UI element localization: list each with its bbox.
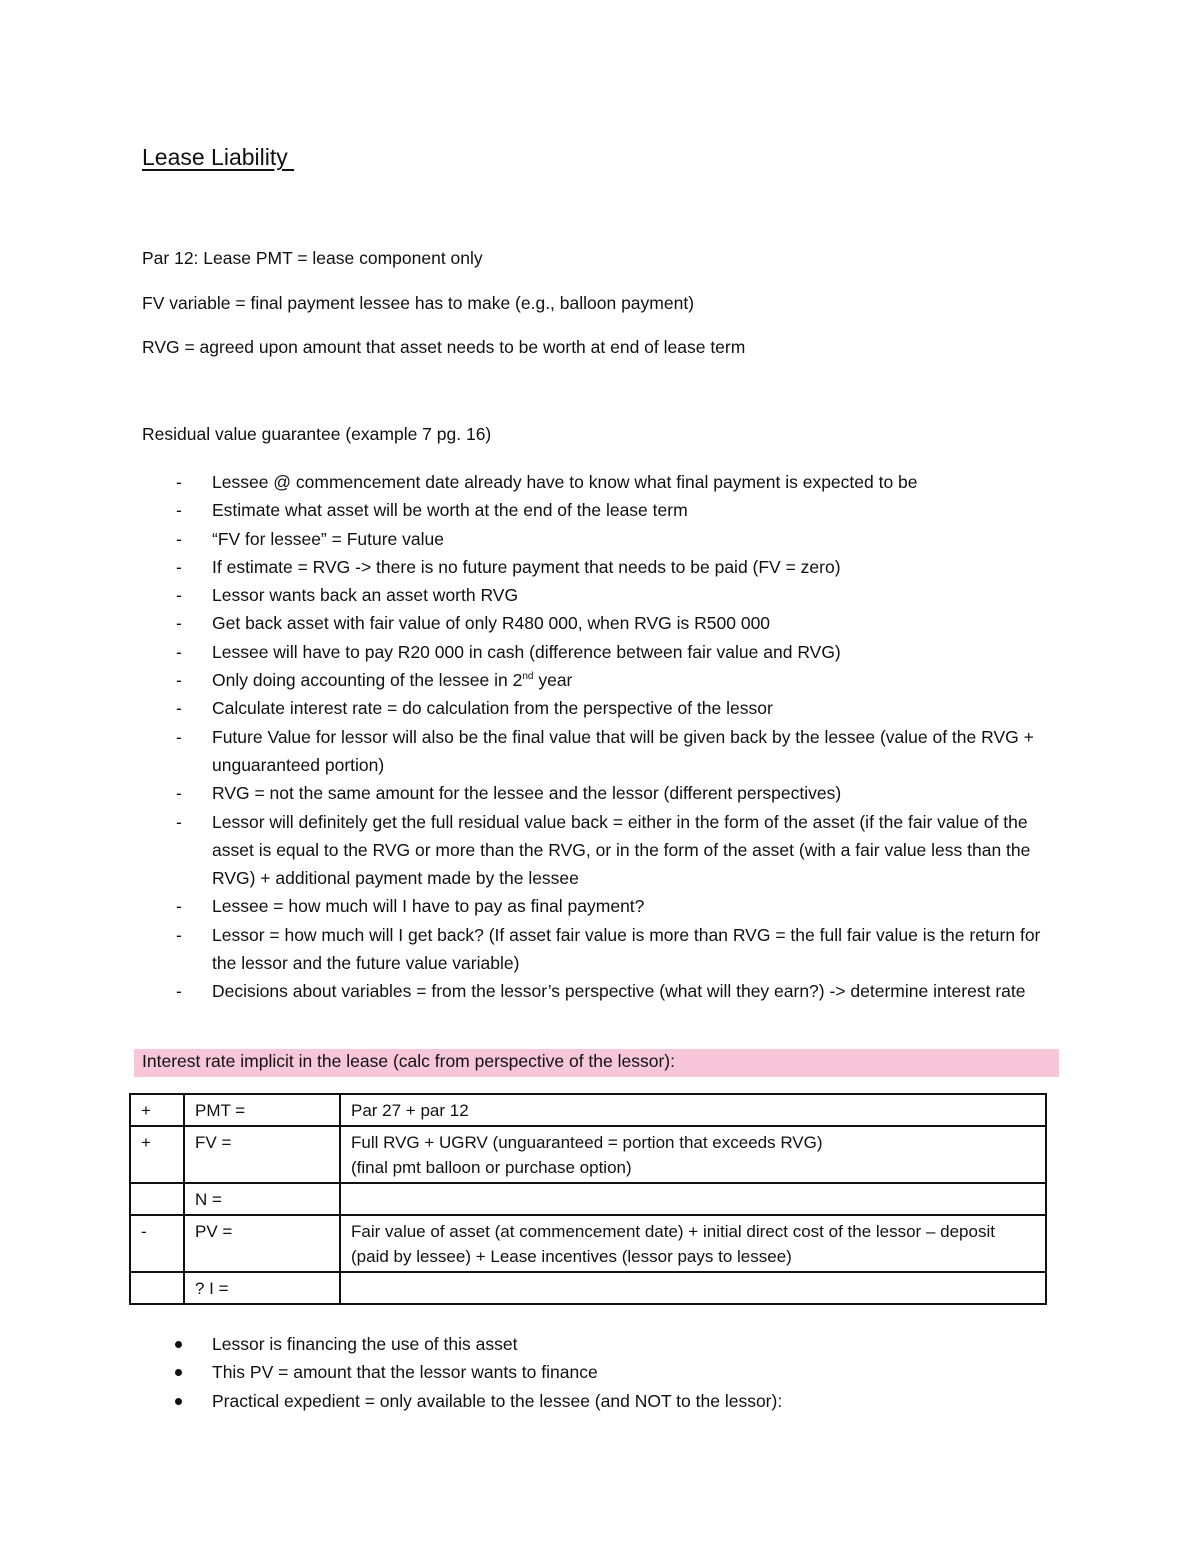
- dash-marker: -: [176, 585, 182, 606]
- description-cell: [340, 1126, 1046, 1183]
- dash-list: [0, 468, 1062, 1006]
- list-item-text: Practical expedient = only available to the lessee (and NOT to the lessor):: [212, 1390, 783, 1411]
- list-item-text: Lessee will have to pay R20 000 in cash (difference between fair value and RVG): [212, 641, 841, 662]
- list-item-text: Lessor is financing the use of this asset: [212, 1334, 518, 1354]
- dash-marker: -: [176, 670, 182, 691]
- list-item-text: Calculate interest rate = do calculation from the perspective of the lessor: [212, 698, 773, 719]
- sign-cell: [130, 1183, 184, 1215]
- ordinal-suffix: nd: [522, 671, 534, 683]
- list-item-text: Lessor wants back an asset worth RVG: [212, 585, 519, 606]
- list-item-text: If estimate = RVG -> there is no future payment that needs to be paid (FV = zero): [212, 556, 841, 577]
- list-item-text: Estimate what asset will be worth at the end of the lease term: [212, 500, 688, 521]
- table-row: [130, 1215, 1046, 1272]
- intro-line-par12: Par 12: Lease PMT = lease component only: [142, 248, 483, 268]
- dash-marker: -: [176, 556, 182, 577]
- sign-cell: +: [130, 1094, 184, 1126]
- bullet-icon: [175, 1341, 182, 1348]
- list-item: [0, 1330, 782, 1358]
- list-item: [0, 1387, 782, 1415]
- list-item-text: Future Value for lessor will also be the final value that will be given back by the lessee (value of the RVG + unguaranteed portion): [212, 726, 1034, 775]
- table-row: [130, 1272, 1046, 1304]
- list-item: [0, 779, 1062, 807]
- list-item-text: Lessor = how much will I get back? (If asset fair value is more than RVG = the full fair value is the return for the lessor and the future value variable): [212, 924, 1041, 974]
- description-line: (final pmt balloon or purchase option): [351, 1158, 632, 1177]
- list-item: [0, 638, 1062, 666]
- intro-line-rvg: RVG = agreed upon amount that asset needs to be worth at end of lease term: [142, 337, 746, 357]
- list-item-text: This PV = amount that the lessor wants to finance: [212, 1362, 598, 1383]
- dash-marker: -: [176, 613, 182, 634]
- list-item: [0, 808, 1062, 893]
- dash-marker: -: [176, 528, 182, 549]
- list-item: [0, 977, 1062, 1005]
- list-item: [0, 1358, 782, 1386]
- list-item: [0, 609, 1062, 637]
- dash-marker: -: [176, 981, 182, 1002]
- bullet-icon: [175, 1398, 182, 1405]
- list-item-text: Lessee @ commencement date already have to know what final payment is expected to be: [212, 472, 918, 492]
- description-cell: [340, 1272, 1046, 1304]
- description-cell: [340, 1215, 1046, 1272]
- dash-marker: -: [176, 698, 182, 719]
- dash-marker: -: [176, 500, 182, 521]
- dash-marker: -: [176, 641, 182, 662]
- list-item: [0, 581, 1062, 609]
- list-item: [0, 892, 1062, 920]
- description-line: Full RVG + UGRV (unguaranteed = portion that exceeds RVG): [351, 1133, 823, 1152]
- description-cell: [340, 1183, 1046, 1215]
- list-item: [0, 921, 1062, 978]
- list-item: [0, 525, 1062, 553]
- dash-marker: -: [176, 896, 182, 917]
- variable-cell: FV =: [184, 1126, 340, 1183]
- list-item-text: Only doing accounting of the lessee in 2: [212, 670, 523, 691]
- page-title: Lease Liability: [142, 144, 295, 170]
- list-item: [0, 496, 1062, 524]
- intro-line-fv-variable: FV variable = final payment lessee has to make (e.g., balloon payment): [142, 293, 695, 313]
- sign-cell: [130, 1272, 184, 1304]
- description-cell: [340, 1094, 1046, 1126]
- dash-marker: -: [176, 924, 182, 945]
- list-item-text: Decisions about variables = from the lessor’s perspective (what will they earn?) -> determine interest rate: [212, 981, 1026, 1002]
- list-item-text: Lessor will definitely get the full residual value back = either in the form of the asset (if the fair value of the asset is equal to the RVG or more than the RVG, or in the form of the asset (with a fair value less than the RVG) + additional payment made by the lessee: [212, 811, 1031, 889]
- dash-marker: -: [176, 472, 182, 492]
- ordinal-tail: year: [533, 670, 573, 691]
- interest-rate-table: [129, 1093, 1047, 1305]
- list-item: [0, 666, 1062, 694]
- table-row: [130, 1126, 1046, 1183]
- variable-cell: PMT =: [184, 1094, 340, 1126]
- table-row: [130, 1183, 1046, 1215]
- variable-cell: N =: [184, 1183, 340, 1215]
- variable-cell: ? I =: [184, 1272, 340, 1304]
- sign-cell: +: [130, 1126, 184, 1183]
- sign-cell: -: [130, 1215, 184, 1272]
- list-item: [0, 553, 1062, 581]
- list-item-text: Lessee = how much will I have to pay as final payment?: [212, 896, 645, 917]
- list-item: [0, 723, 1062, 780]
- highlighted-heading-text: Interest rate implicit in the lease (calc from perspective of the lessor):: [142, 1051, 675, 1071]
- description-line: Par 27 + par 12: [351, 1101, 469, 1120]
- bullet-list: [0, 1330, 782, 1415]
- variable-cell: PV =: [184, 1215, 340, 1272]
- dash-marker: -: [176, 783, 182, 804]
- list-item-text: Get back asset with fair value of only R480 000, when RVG is R500 000: [212, 613, 771, 634]
- list-item: [0, 694, 1062, 722]
- dash-marker: -: [176, 726, 182, 747]
- table-row: [130, 1094, 1046, 1126]
- section-heading: Residual value guarantee (example 7 pg. 16): [142, 424, 492, 444]
- highlighted-heading: [134, 1049, 1059, 1077]
- list-item-text: “FV for lessee” = Future value: [212, 528, 444, 549]
- dash-marker: -: [176, 811, 182, 832]
- list-item: [0, 468, 1062, 496]
- list-item-text: RVG = not the same amount for the lessee and the lessor (different perspectives): [212, 783, 842, 804]
- description-line: Fair value of asset (at commencement date) + initial direct cost of the lessor – deposit (paid by lessee) + Lease incentives (lessor pays to lessee): [351, 1222, 995, 1266]
- bullet-icon: [175, 1369, 182, 1376]
